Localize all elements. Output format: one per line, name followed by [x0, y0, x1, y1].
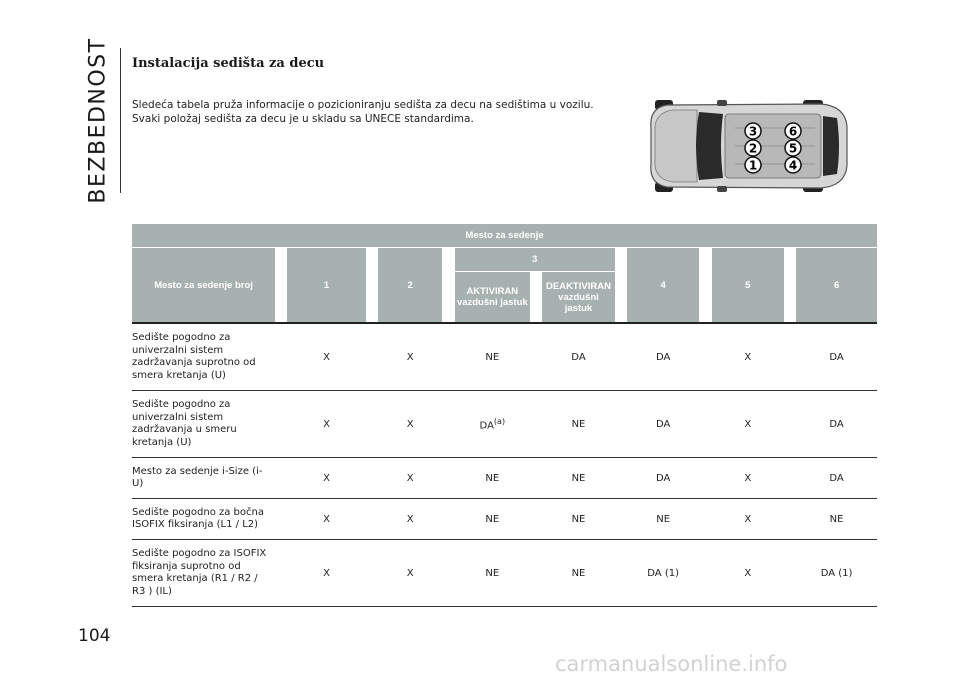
page-number: 104	[78, 626, 111, 646]
cell-seat-6: NE	[796, 499, 877, 540]
cell-seat-2: X	[378, 458, 443, 499]
table-row	[132, 499, 877, 540]
cell-seat-1: X	[287, 540, 366, 607]
row-label: Mesto za sedenje i-Size (i-U)	[132, 458, 275, 499]
car-top-view-image	[645, 98, 851, 194]
cell-seat-2: X	[378, 323, 443, 391]
child-seat-table	[132, 224, 877, 607]
seat-badge-4	[785, 157, 801, 173]
cell-seat-3-airbag-on	[455, 391, 531, 458]
table-row	[132, 323, 877, 391]
header-col-3: 3	[455, 248, 615, 272]
watermark: carmanualsonline.info	[555, 652, 788, 676]
cell-seat-5: X	[712, 540, 785, 607]
cell-seat-6: DA	[796, 458, 877, 499]
header-col-5: 5	[712, 248, 785, 324]
cell-seat-3-airbag-on: NE	[455, 499, 531, 540]
cell-seat-3-airbag-on: NE	[455, 458, 531, 499]
table-row	[132, 540, 877, 607]
seat-badge-6	[785, 123, 801, 139]
svg-text:3: 3	[748, 124, 758, 139]
section-divider	[120, 48, 121, 193]
cell-seat-2: X	[378, 540, 443, 607]
row-label: Sedište pogodno za ISOFIX fiksiranja suprotno od smera kretanja (R1 / R2 / R3 ) (IL)	[132, 540, 275, 607]
cell-seat-4: DA	[627, 323, 700, 391]
intro-paragraph: Sledeća tabela pruža informacije o pozicioniranju sedišta za decu na sedištima u vozilu. Svaki položaj sedišta za decu je u skladu sa UNECE standardima.	[132, 99, 594, 125]
cell-seat-1: X	[287, 458, 366, 499]
footnote-marker: (a)	[493, 416, 506, 426]
row-label: Sedište pogodno za univerzalni sistem zadržavanja u smeru kretanja (U)	[132, 391, 275, 458]
header-col-1: 1	[287, 248, 366, 324]
seat-badge-3	[745, 123, 761, 139]
cell-seat-5: X	[712, 499, 785, 540]
row-label: Sedište pogodno za bočna ISOFIX fiksiranja (L1 / L2)	[132, 499, 275, 540]
row-label: Sedište pogodno za univerzalni sistem zadržavanja suprotno od smera kretanja (U)	[132, 323, 275, 391]
cell-seat-4: DA	[627, 391, 700, 458]
svg-text:2: 2	[748, 141, 758, 156]
cell-seat-1: X	[287, 391, 366, 458]
cell-seat-1: X	[287, 499, 366, 540]
car-seat-diagram	[645, 98, 851, 194]
cell-seat-1: X	[287, 323, 366, 391]
cell-seat-3-airbag-off: NE	[542, 458, 615, 499]
table-row	[132, 458, 877, 499]
table-header	[132, 224, 877, 323]
cell-seat-2: X	[378, 499, 443, 540]
header-group-seating: Mesto za sedenje	[132, 224, 877, 248]
page-heading: Instalacija sedišta za decu	[132, 56, 325, 71]
cell-seat-3-airbag-off: NE	[542, 499, 615, 540]
cell-seat-5: X	[712, 391, 785, 458]
cell-seat-4: NE	[627, 499, 700, 540]
svg-text:5: 5	[788, 141, 798, 156]
cell-seat-3-airbag-off: NE	[542, 540, 615, 607]
seat-badge-1	[745, 157, 761, 173]
cell-seat-4: DA	[627, 458, 700, 499]
section-title: BEZBEDNOST	[85, 37, 111, 204]
cell-seat-6: DA	[796, 323, 877, 391]
header-col-2: 2	[378, 248, 443, 324]
svg-text:1: 1	[748, 158, 758, 173]
cell-seat-2: X	[378, 391, 443, 458]
header-seat-number: Mesto za sedenje broj	[132, 248, 275, 324]
cell-seat-5: X	[712, 458, 785, 499]
seat-badge-5	[785, 140, 801, 156]
cell-seat-4: DA (1)	[627, 540, 700, 607]
cell-seat-6: DA	[796, 391, 877, 458]
seat-badge-2	[745, 140, 761, 156]
cell-value: DA	[479, 420, 494, 432]
cell-seat-3-airbag-on: NE	[455, 540, 531, 607]
table-row	[132, 391, 877, 458]
header-col-3-airbag-off: DEAKTIVIRAN vazdušni jastuk	[542, 272, 615, 324]
cell-seat-3-airbag-off: DA	[542, 323, 615, 391]
svg-text:6: 6	[788, 124, 798, 139]
svg-text:4: 4	[788, 158, 798, 173]
cell-seat-3-airbag-off: NE	[542, 391, 615, 458]
header-col-6: 6	[796, 248, 877, 324]
cell-seat-5: X	[712, 323, 785, 391]
header-col-3-airbag-on: AKTIVIRAN vazdušni jastuk	[455, 272, 531, 324]
cell-seat-6: DA (1)	[796, 540, 877, 607]
header-col-4: 4	[627, 248, 700, 324]
cell-seat-3-airbag-on: NE	[455, 323, 531, 391]
